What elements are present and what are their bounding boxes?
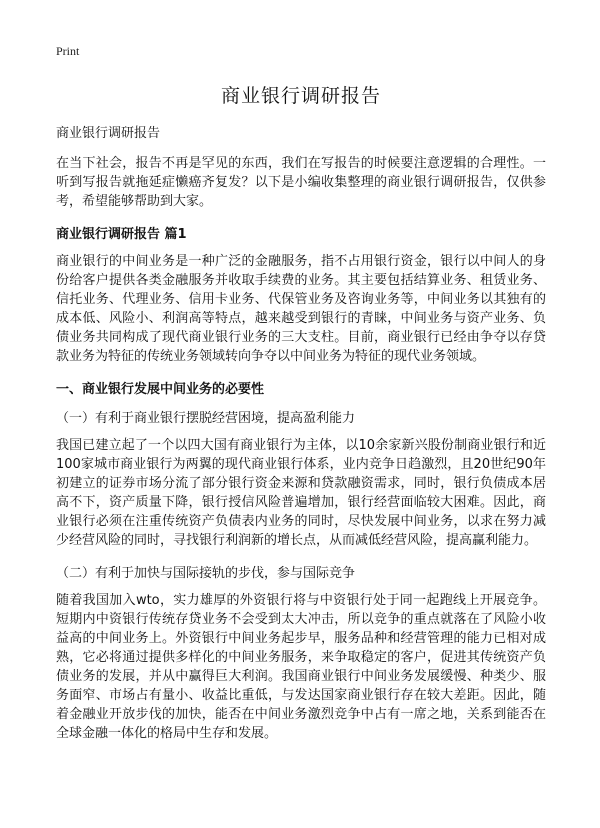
- paragraph-2: 我国已建立起了一个以四大国有商业银行为主体，以10余家新兴股份制商业银行和近100家城市商业银行为两翼的现代商业银行体系，业内竞争日趋激烈，且20世纪90年初建立的证券市场分流了部分银行资金来源和贷款融资需求，同时，银行负债成本居高不下，资产质量下降，银行授信风险普遍增加，银行经营面临较大困难。因此，商业银行必须在注重传统资产负债表内业务的同时，尽快发展中间业务，以求在努力减少经营风险的同时，寻找银行利润新的增长点，从而减低经营风险，提高赢利能力。: [56, 438, 546, 548]
- document-page: [56, 44, 546, 755]
- paragraph-3: 随着我国加入wto，实力雄厚的外资银行将与中资银行处于同一起跑线上开展竞争。短期内中资银行传统存贷业务不会受到太大冲击，所以竞争的重点就落在了风险小收益高的中间业务上。外资银行中间业务起步早，服务品种和经营管理的能力已相对成熟，它必将通过提供多样化的中间业务服务，来争取稳定的客户，促进其传统资产负债业务的发展，并从中赢得巨大利润。我国商业银行中间业务发展缓慢、种类少、服务面窄、市场占有量小、收益比重低，与发达国家商业银行存在较大差距。因此，随着金融业开放步伐的加快，能否在中间业务激烈竞争中占有一席之地，关系到能否在全球金融一体化的格局中生存和发展。: [56, 593, 546, 741]
- page-title: 商业银行调研报告: [220, 85, 381, 107]
- subheading-2: （二）有利于加快与国际接轨的步伐，参与国际竞争: [56, 566, 356, 581]
- print-link[interactable]: Print: [56, 44, 80, 58]
- document-subtitle: 商业银行调研报告: [56, 126, 161, 141]
- intro-paragraph: 在当下社会，报告不再是罕见的东西，我们在写报告的时候要注意逻辑的合理性。一听到写报告就拖延症懒癌齐复发？以下是小编收集整理的商业银行调研报告，仅供参考，希望能够帮助到大家。: [56, 156, 546, 209]
- heading-necessity: 一、商业银行发展中间业务的必要性: [56, 382, 265, 397]
- subheading-1: （一）有利于商业银行摆脱经营困境，提高盈利能力: [56, 411, 356, 426]
- paragraph-1: 商业银行的中间业务是一种广泛的金融服务，指不占用银行资金，银行以中间人的身份给客户提供各类金融服务并收取手续费的业务。其主要包括结算业务、租赁业务、信托业务、代理业务、信用卡业务、代保管业务及咨询业务等，中间业务以其独有的成本低、风险小、利润高等特点，越来越受到银行的青睐，中间业务与资产业务、负债业务共同构成了现代商业银行业务的三大支柱。目前，商业银行已经由争夺以存贷款业务为特征的传统业务领域转向争夺以中间业务为特征的现代业务领域。: [56, 254, 546, 364]
- section-heading: 商业银行调研报告 篇1: [56, 227, 187, 242]
